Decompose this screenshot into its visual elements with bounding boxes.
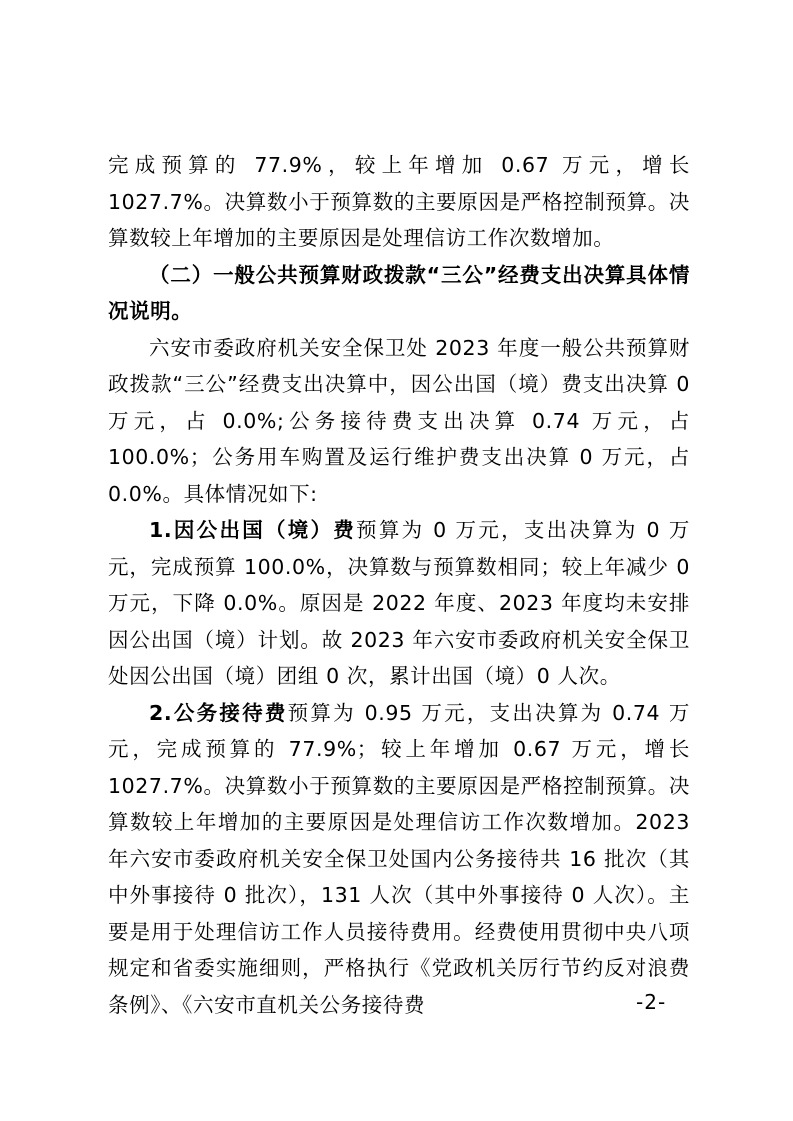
document-body [108,147,690,1023]
item-1-text: 预算为 0 万元，支出决算为 0 万元，完成预算 100.0%，决算数与预算数相同；较上年减少 0 万元，下降 0.0%。原因是 2022 年度、2023 年度均未安排因公出国（境）计划。故 2023 年六安市委政府机关安全保卫处因公出国（境）团组 0 次，累计出国（境）0 人次。 [108,518,690,688]
paragraph-item-2 [108,695,690,1024]
item-1-title: 1.因公出国（境）费 [149,518,357,542]
section-heading: （二）一般公共预算财政拨款“三公”经费支出决算具体情况说明。 [108,262,690,323]
paragraph-summary: 六安市委政府机关安全保卫处 2023 年度一般公共预算财政拨款“三公”经费支出决算中，因公出国（境）费支出决算 0 万元，占 0.0%;公务接待费支出决算 0.74 万元，占 100.0%；公务用车购置及运行维护费支出决算 0 万元，占 0.0%。具体情况如下: [108,335,690,506]
page-number: -2- [636,990,667,1014]
item-2-text: 预算为 0.95 万元，支出决算为 0.74 万元，完成预算的 77.9%；较上年增加 0.67 万元，增长 1027.7%。决算数小于预算数的主要原因是严格控制预算。决算数较上年增加的主要原因是处理信访工作次数增加。2023 年六安市委政府机关安全保卫处国内公务接待共 16 批次（其中外事接待 0 批次），131 人次（其中外事接待 0 人次）。主要是用于处理信访工作人员接待费用。经费使用贯彻中央八项规定和省委实施细则，严格执行《党政机关厉行节约反对浪费条例》、《六安市直机关公务接待费 [108,700,690,1017]
paragraph-continuation: 完成预算的 77.9%，较上年增加 0.67 万元，增长 1027.7%。决算数小于预算数的主要原因是严格控制预算。决算数较上年增加的主要原因是处理信访工作次数增加。 [108,153,690,250]
item-2-title: 2.公务接待费 [149,700,288,725]
paragraph-item-1 [108,512,690,695]
